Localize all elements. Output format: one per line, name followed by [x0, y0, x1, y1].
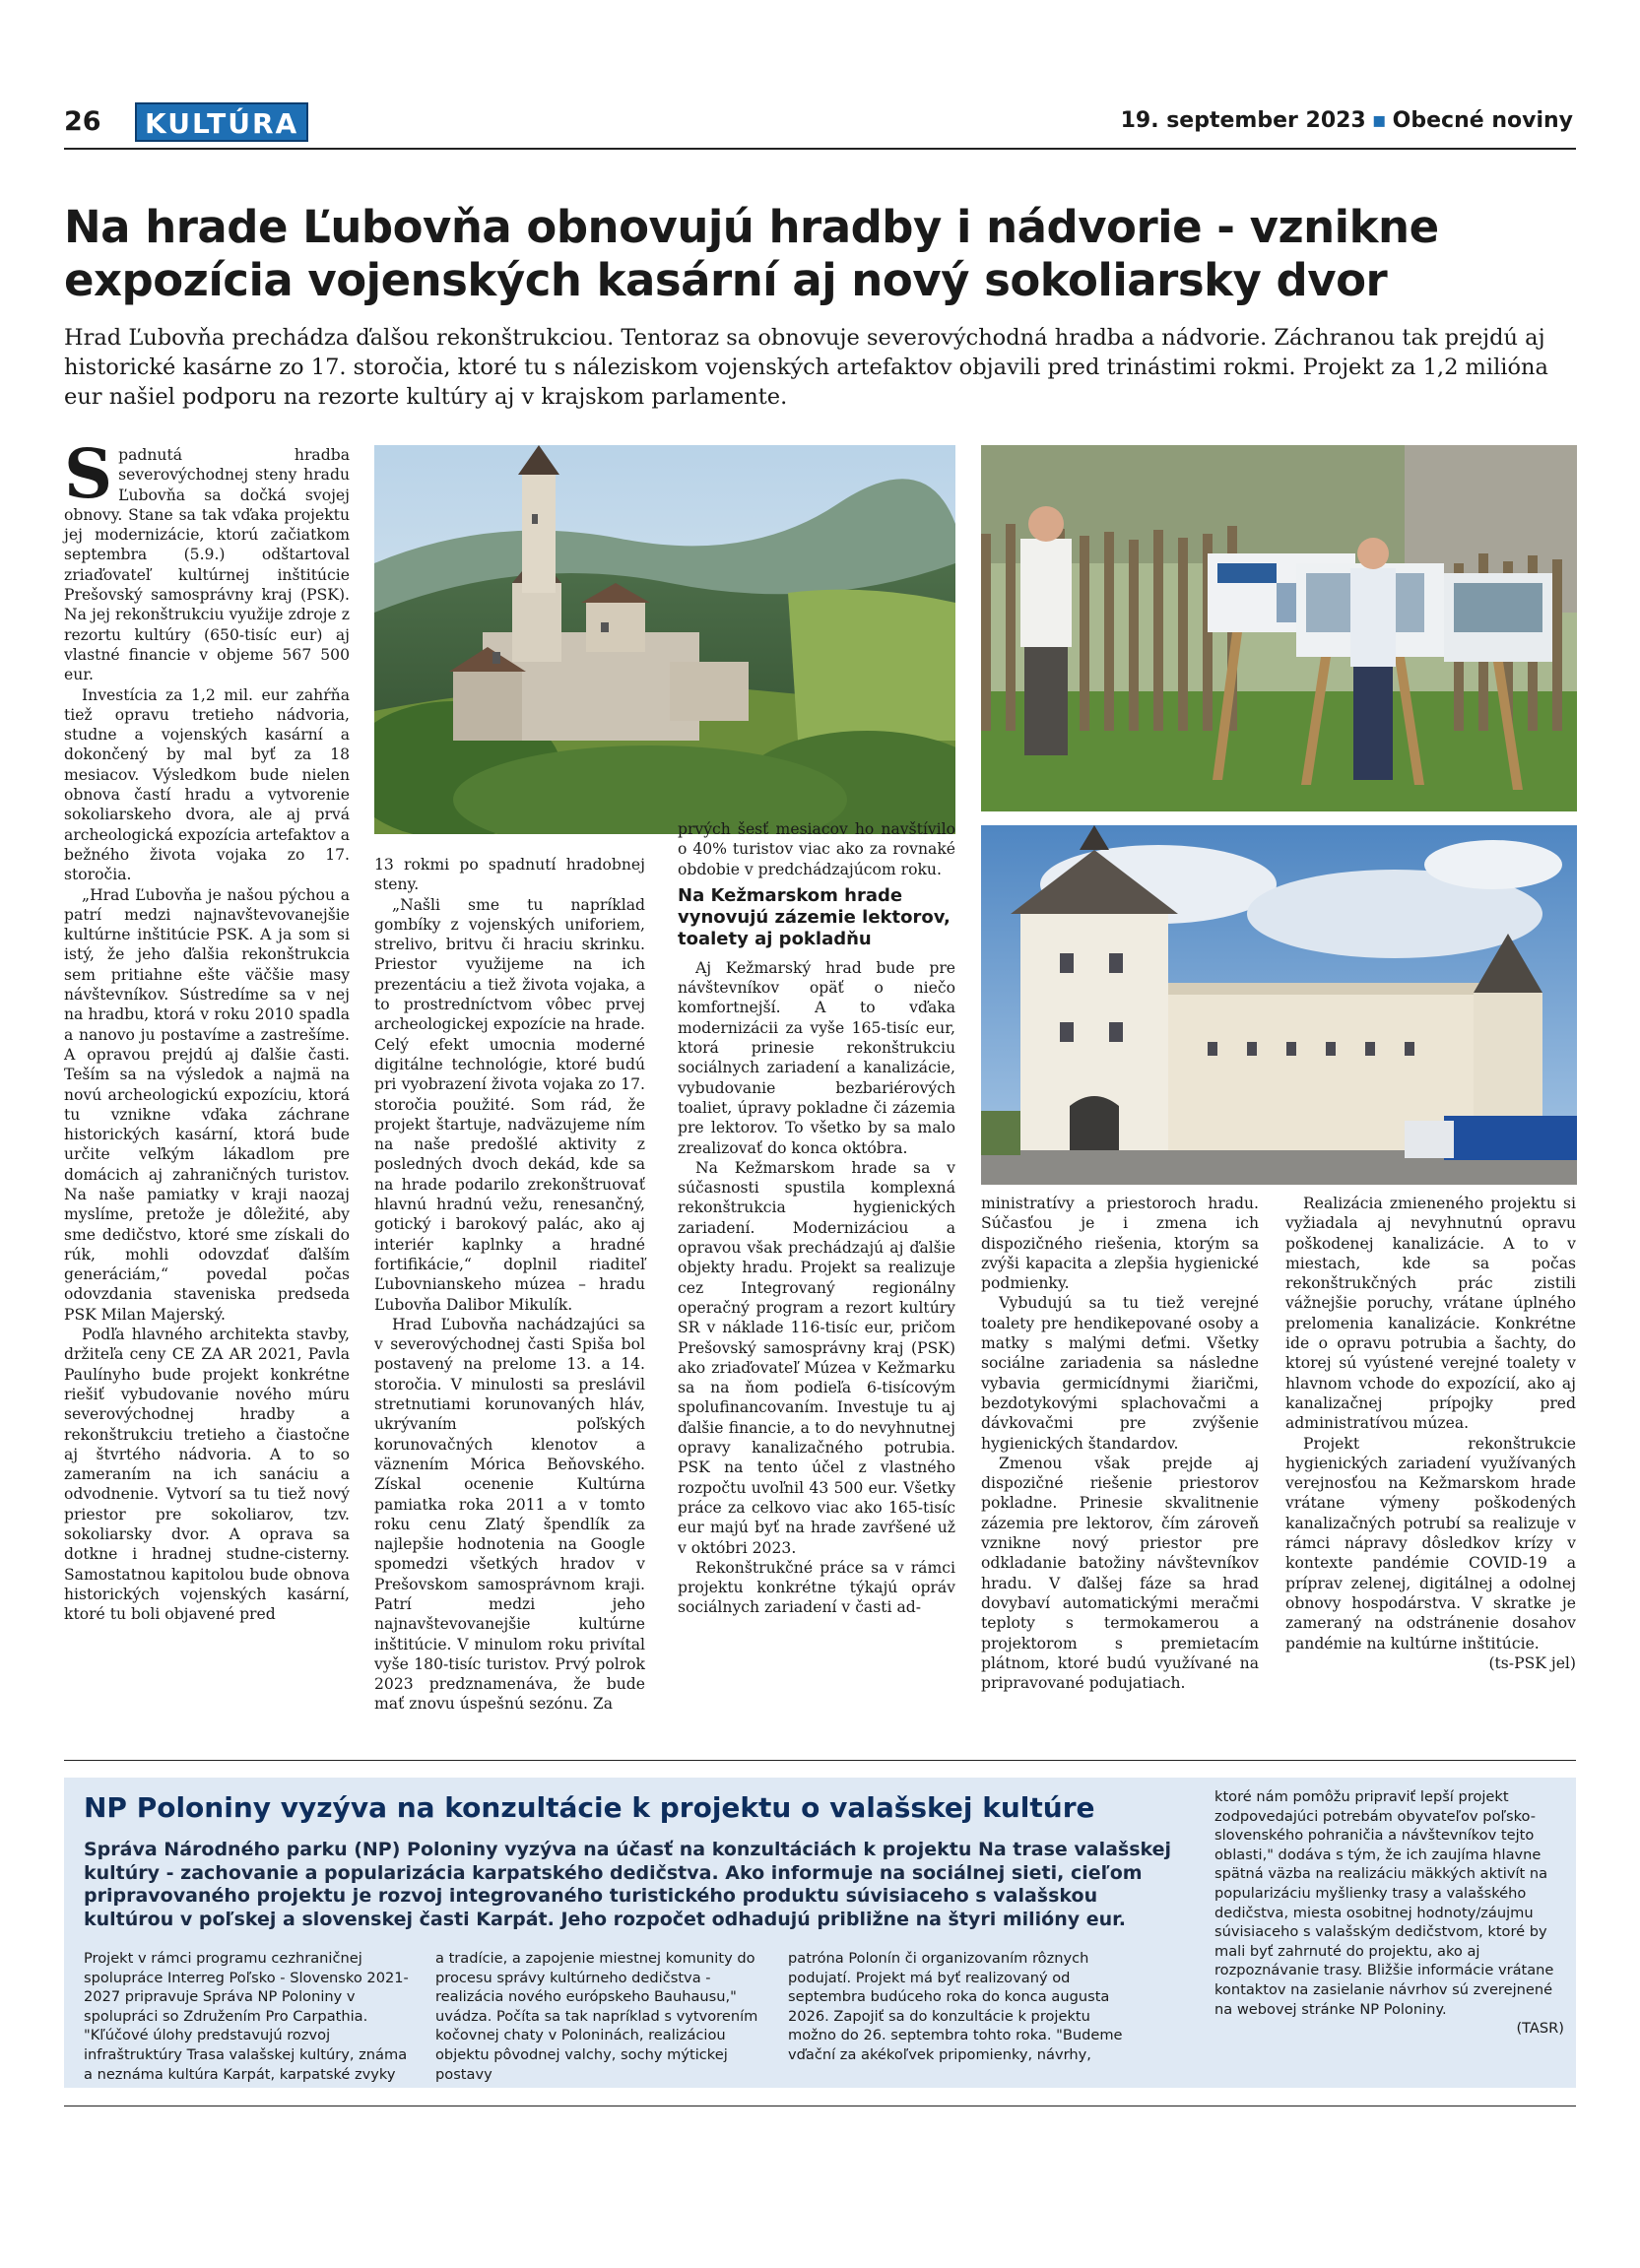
page-number: 26: [64, 106, 101, 137]
article-paragraph: Vybudujú sa tu tiež verejné toalety pre hendikepované osoby a matky s malými deťmi. Všetky sociálne zariadenia sa následne vybavia germicídnymi žiaričmi, bezdotykovými splachovačmi a dávkovačmi pre zvýšenie hygienických štandardov.: [981, 1294, 1259, 1453]
article-paragraph: Realizácia zmieneného projektu si vyžiadala aj nevyhnutnú opravu poškodenej kanalizácie. A to v miestach, kde sa počas rekonštrukčných prác zistili vážnejšie poruchy, vrátane úplného prelomenia kanalizácie. Konkrétne ide o opravu potrubia a šachty, do ktorej sú vyústené verejné toalety v hlavnom vchode do expozícií, ako aj kanalizačnej prípojky pred administratívou múzea.: [1285, 1195, 1576, 1433]
article-paragraph: prvých šesť mesiacov ho navštívilo o 40% turistov viac ako za rovnaké obdobie v predchádzajúcom roku.: [678, 820, 955, 878]
box-signature: (TASR): [1516, 2020, 1564, 2038]
article-column-1: [64, 435, 350, 1625]
article-end-rule: [64, 1760, 1576, 1761]
article-title: Na hrade Ľubovňa obnovujú hradby i nádvorie - vznikne expozícia vojenských kasární aj nový sokoliarsky dvor: [64, 201, 1439, 306]
bullet-icon: ▪: [1371, 108, 1387, 133]
article-paragraph: „Našli sme tu napríklad gombíky z vojenských uniforiem, strelivo, britvu či hraciu skrinku. Priestor využijeme na ich prezentáciu a tiež života vojaka, a to prostredníctvom vôbec prvej archeologickej expozície na hrade. Celý efekt umocnia moderné digitálne technológie, ktoré budú pri vyobrazení života vojaka zo 17. storočia použité. Som rád, že projekt štartuje, nadväzujeme ním na naše predošlé aktivity z posledných dvoch dekád, kde sa na hrade podarilo zrekonštruovať hlavnú hradnú vežu, renesančný, gotický i barokový palác, ako aj interiér kaplnky a hradné fortifikácie,“ doplnil riaditeľ Ľubovnianskeho múzea – hradu Ľubovňa Dalibor Mikulík.: [374, 895, 645, 1314]
castle-lubovna-photo: [374, 445, 955, 834]
article-paragraph: ministratívy a priestoroch hradu. Súčasťou je i zmena ich dispozičného riešenia, ktorým sa zvýši kapacita a zlepšia hygienické podmienky.: [981, 1195, 1259, 1293]
article-paragraph: Podľa hlavného architekta stavby, držiteľa ceny CE ZA AR 2021, Pavla Paulínyho bude projekt konkrétne riešiť vybudovanie nového múru severovýchodnej hradby a rekonštrukciu tretieho a čiastočne aj štvrtého nádvoria. A to so zameraním na ich sanáciu a odvodnenie. Vytvorí sa tu tiež nový priestor pre sokoliarov, tzv. sokoliarsky dvor. A oprava sa dotkne i hradnej studne-cisterny. Samostatnou kapitolou bude obnova historických vojenských kasární, ktoré tu boli objavené pred: [64, 1326, 350, 1624]
issue-date: 19. september 2023: [1120, 108, 1366, 133]
article-subheading: Na Kežmarskom hrade vynovujú zázemie lektorov, toalety aj pokladňu: [678, 884, 951, 949]
castle-kezmarok-photo: [981, 825, 1577, 1185]
article-paragraph: Zmenou však prejde aj dispozičné riešenie priestorov pokladne. Prinesie skvalitnenie zázemia pre lektorov, čím zároveň vznikne nový priestor pre odkladanie batožiny návštevníkov hradu. V ďalšej fáze sa hrad dovybaví automatickými meračmi teploty s termokamerou a projektorom s premietacím plátnom, ktoré budú využívané na pripravované podujatiach.: [981, 1454, 1259, 1693]
article-paragraph: Hrad Ľubovňa nachádzajúci sa v severovýchodnej časti Spiša bol postavený na prelome 13. a 14. storočia. V minulosti sa preslávil stretnutiami korunovaných hláv, ukrývaním poľských korunovačných klenotov a väznením Móricа Beňovského. Získal ocenenie Kultúrna pamiatka roka 2011 a v tomto roku cenu Zlatý špendlík za najlepšie hodnotenia na Google spomedzi všetkých hradov v Prešovskom samosprávnom kraji. Patrí medzi jeho najnavštevovanejšie kultúrne inštitúcie. V minulom roku privítal vyše 180-tisíc turistov. Prvý polrok 2023 predznamenáva, že bude mať znovu úspešnú sezónu. Za: [374, 1315, 645, 1714]
article-lead: Hrad Ľubovňa prechádza ďalšou rekonštrukciou. Tentoraz sa obnovuje severovýchodná hradba a nádvorie. Záchranou tak prejdú aj historické kasárne zo 17. storočia, ktoré tu s náleziskom vojenských artefaktov objavili pred trinástimi rokmi. Projekt za 1,2 milióna eur našiel podporu na rezorte kultúry aj v krajskom parlamente.: [64, 325, 1548, 410]
presentation-photo: [981, 445, 1577, 811]
issue-info: [1121, 108, 1573, 133]
article-paragraph: 13 rokmi po spadnutí hradobnej steny.: [374, 856, 645, 894]
publication-name: Obecné noviny: [1392, 108, 1573, 133]
article-signature: (ts-PSK jel): [1488, 1653, 1576, 1672]
box-column-4: ktoré nám pomôžu pripraviť lepší projekt zodpovedajúci potrebám obyvateľov poľsko-slovenského pohraničia a návštevníkov tejto oblasti," dodáva s tým, že ich zaujíma hlavne spätná väzba na realizáciu mäkkých aktivít na popularizáciu myšlienky trasy a valašského dedičstva, miesta osobitnej hodnoty/záujmu súvisiaceho s valašským dedičstvom, ktoré by mali byť zahrnuté do projektu, ako aj rozpoznávanie trasy. Bližšie informácie vrátane kontaktov na zasielanie návrhov sú zverejnené na webovej stránke NP Poloniny. (TASR): [1214, 1788, 1564, 2038]
article-paragraph: Spadnutá hradba severovýchodnej steny hradu Ľubovňa sa dočká svojej obnovy. Stane sa tak vďaka projektu jej modernizácie, ktorú začiatkom septembra (5.9.) odštartoval zriaďovateľ kultúrnej inštitúcie Prešovský samosprávny kraj (PSK). Na jej rekonštrukciu využije zdroje z rezortu kultúry (650-tisíc eur) aj vlastné financie v objeme 567 500 eur.: [64, 435, 350, 684]
drop-cap: S: [64, 435, 113, 514]
box-column-1: Projekt v rámci programu cezhraničnej spolupráce Interreg Poľsko - Slovensko 2021-2027 pripravuje Správa NP Poloniny v spolupráci so Združením Pro Carpathia. "Kľúčové úlohy predstavujú rozvoj infraštruktúry Trasa valašskej kultúry, známa a neznáma kultúra Karpát, karpatské zvyky: [84, 1950, 409, 2083]
box-lead: Správa Národného parku (NP) Poloniny vyzýva na účasť na konzultáciách k projektu Na trase valašskej kultúry - zachovanie a popularizácia karpatského dedičstva. Ako informuje na sociálnej sieti, cieľom pripravovaného projektu je rozvoj integrovaného turistického produktu súvisiaceho s valašskou kultúrou v poľskej a slovenskej časti Karpát. Jeho rozpočet odhadujú približne na štyri milióny eur.: [84, 1839, 1172, 1930]
box-column-3: patróna Polonín či organizovaním rôznych podujatí. Projekt má byť realizovaný od septembra budúceho roka do konca augusta 2026. Zapojiť sa do konzultácie k projektu možno do 26. septembra tohto roka. "Budeme vďační za akékoľvek pripomienky, návrhy,: [788, 1950, 1123, 2063]
article-paragraph: Rekonštrukčné práce sa v rámci projektu konkrétne týkajú opráv sociálnych zariadení v časti ad-: [678, 1558, 955, 1617]
article-paragraph: Projekt rekonštrukcie hygienických zariadení využívaných verejnosťou na Kežmarskom hrade vrátane výmeny poškodených kanalizačných potrubí sa realizuje v rámci nápravy dôsledkov krízy v kontexte pandémie COVID-19 a príprav zelenej, digitálnej a odolnej obnovy hospodárstva. V skratke je zameraný na odstránenie dosahov pandémie na kultúrne inštitúcie.: [1285, 1434, 1576, 1652]
article-paragraph: Aj Kežmarský hrad bude pre návštevníkov opäť o niečo komfortnejší. A to vďaka modernizácii za vyše 165-tisíc eur, ktorá prinesie rekonštrukciu sociálnych zariadení a kanalizácie, vybudovanie bezbariérových toaliet, úpravy pokladne či zázemia pre lektorov. To všetko by sa malo zrealizovať do konca októbra.: [678, 958, 955, 1157]
box-title: NP Poloniny vyzýva na konzultácie k projektu o valašskej kultúre: [84, 1791, 1095, 1824]
article-column-2: [374, 855, 645, 1715]
article-paragraph: Investícia za 1,2 mil. eur zahŕňa tiež opravu tretieho nádvoria, studne a vojenských kasární a dokončený by mal byť za 18 mesiacov. Výsledkom bude nielen obnova častí hradu a vytvorenie sokoliarskeho dvora, ale aj prvá archeologická expozícia artefaktov a bežného života vojaka zo 17. storočia.: [64, 685, 350, 884]
article-column-4: [981, 1194, 1259, 1693]
header-rule: [64, 148, 1576, 150]
news-box: [64, 1778, 1576, 2088]
section-label: KULTÚRA: [135, 102, 308, 142]
box-column-2: a tradície, a zapojenie miestnej komunity do procesu správy kultúrneho dedičstva - realizácia nového európskeho Bauhausu," uvádza. Počíta sa tak napríklad s vytvorením kočovnej chaty v Poloninách, realizáciou objektu pôvodnej valchy, sochy mýtickej postavy: [435, 1950, 758, 2083]
article-paragraph: Na Kežmarskom hrade sa v súčasnosti spustila komplexná rekonštrukcia hygienických zariadení. Modernizáciou a opravou však prechádzajú aj ďalšie objekty hradu. Projekt sa realizuje cez Integrovaný regionálny operačný program a rezort kultúry SR v náklade 116-tisíc eur, pričom Prešovský samosprávny kraj (PSK) ako zriaďovateľ Múzea v Kežmarku sa na ňom podieľa 6-tisícovým spolufinancovaním. Investuje tu aj ďalšie financie, a to do nevyhnutnej opravy kanalizačného potrubia. PSK na tento účel z vlastného rozpočtu uvoľnil 43 500 eur. Všetky práce za celkovo viac ako 165-tisíc eur majú byť na hrade zavŕšené už v októbri 2023.: [678, 1158, 955, 1557]
article-column-3: [678, 819, 955, 1618]
article-paragraph: „Hrad Ľubovňa je našou pýchou a patrí medzi najnavštevovanejšie kultúrne inštitúcie PSK. A ja som si istý, že jeho ďalšia rekonštrukcia sem pritiahne ešte väčšie masy návštevníkov. Sústredíme sa v nej na hradbu, ktorá v roku 2010 spadla a nanovo ju postavíme a zastrešíme. A opravou prejdú aj ďalšie časti. Teším sa na výsledok a najmä na novú archeologickú expozíciu, ktorá tu vznikne vďaka záchrane historických kasární, ktorá bude určite veľkým lákadlom pre domácich aj zahraničných turistov. Na naše pamiatky v kraji naozaj myslíme, pretože je dôležité, aby sme dedičstvo, ktoré sme získali do rúk, mohli odovzdať ďalším generáciám,“ povedal počas odovzdania staveniska predseda PSK Milan Majerský.: [64, 885, 350, 1324]
article-column-5: [1285, 1194, 1576, 1673]
